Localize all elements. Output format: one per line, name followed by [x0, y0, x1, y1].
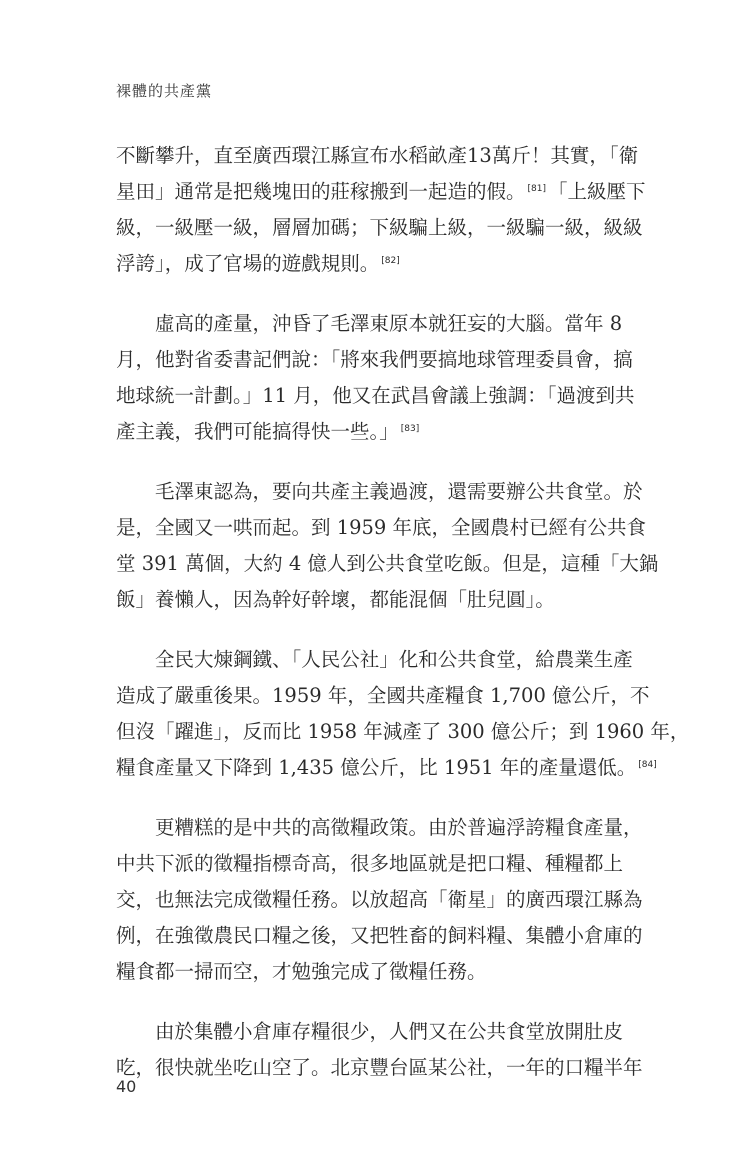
text-line	[116, 678, 650, 714]
paragraph	[116, 1014, 643, 1086]
text-run: 由於集體小倉庫存糧很少，人們又在公共食堂放開肚皮	[155, 1020, 624, 1043]
paragraph-gap	[116, 282, 636, 306]
text-line	[116, 582, 636, 618]
text-run: 毛澤東認為，要向共產主義過渡，還需要辦公共食堂。於	[155, 480, 643, 503]
paragraph	[116, 810, 643, 990]
text-line	[116, 1014, 636, 1050]
text-run: 堂 391 萬個，大約 4 億人到公共食堂吃飯。但是，這種「大鍋	[116, 552, 659, 575]
text-run: 中共下派的徵糧指標奇高，很多地區就是把口糧、種糧都上	[116, 852, 624, 875]
text-line	[116, 750, 657, 786]
text-run: 星田」通常是把幾塊田的莊稼搬到一起造的假。	[116, 180, 526, 203]
paragraph	[116, 642, 690, 786]
footnote-ref: [84]	[638, 759, 657, 770]
paragraph	[116, 306, 636, 450]
text-line	[116, 174, 646, 210]
paragraph-gap	[116, 450, 636, 474]
text-run: 浮誇」，成了官場的遊戲規則。	[116, 252, 380, 275]
text-line	[116, 138, 639, 174]
text-run: 全民大煉鋼鐵、「人民公社」化和公共食堂，給農業生產	[155, 648, 633, 671]
text-run: 月，他對省委書記們說：「將來我們要搞地球管理委員會，搞	[116, 348, 633, 371]
footnote-ref: [81]	[527, 183, 546, 194]
text-line	[116, 918, 643, 954]
text-line	[116, 378, 636, 414]
text-line	[116, 546, 659, 582]
text-line	[116, 846, 636, 882]
paragraph	[116, 138, 646, 282]
text-run: 是，全國又一哄而起。到 1959 年底，全國農村已經有公共食	[116, 516, 647, 539]
text-line	[116, 342, 636, 378]
text-run: 不斷攀升，直至廣西環江縣宣布水稻畝產13萬斤！其實，「衛	[116, 144, 639, 167]
text-run: 「上級壓下	[548, 180, 646, 203]
footnote-ref: [83]	[400, 423, 420, 434]
text-run: 級，一級壓一級，層層加碼；下級騙上級，一級騙一級，級級	[116, 216, 643, 239]
text-run: 例，在強徵農民口糧之後，又把牲畜的飼料糧、集體小倉庫的	[116, 924, 643, 947]
text-line	[116, 954, 636, 990]
running-header: 裸體的共產黨	[116, 82, 213, 100]
body-text	[116, 138, 690, 1086]
text-run: 飯」養懶人，因為幹好幹壞，都能混個「肚兒圓」。	[116, 588, 555, 611]
text-run: 吃，很快就坐吃山空了。北京豐台區某公社，一年的口糧半年	[116, 1056, 643, 1079]
paragraph-gap	[116, 786, 636, 810]
text-line	[116, 414, 636, 450]
text-line	[116, 810, 643, 846]
text-run: 造成了嚴重後果。1959 年，全國共產糧食 1,700 億公斤，不	[116, 684, 650, 707]
text-line	[116, 306, 636, 342]
text-line	[116, 510, 647, 546]
text-line	[116, 474, 643, 510]
paragraph	[116, 474, 659, 618]
footnote-ref: [82]	[381, 255, 400, 266]
text-run: 但沒「躍進」，反而比 1958 年減產了 300 億公斤；到 1960 年，	[116, 720, 690, 743]
text-line	[116, 714, 690, 750]
text-run: 更糟糕的是中共的高徵糧政策。由於普遍浮誇糧食產量，	[155, 816, 643, 839]
text-line	[116, 246, 636, 282]
text-run: 糧食產量又下降到 1,435 億公斤，比 1951 年的產量還低。	[116, 756, 637, 779]
text-run: 地球統一計劃。」11 月，他又在武昌會議上強調：「過渡到共	[116, 384, 635, 407]
text-line	[116, 210, 643, 246]
text-line	[116, 642, 636, 678]
paragraph-gap	[116, 990, 636, 1014]
text-run: 虛高的產量，沖昏了毛澤東原本就狂妄的大腦。當年 8	[155, 312, 623, 335]
paragraph-gap	[116, 618, 636, 642]
page-number: 40	[116, 1077, 137, 1096]
text-run: 交，也無法完成徵糧任務。以放超高「衛星」的廣西環江縣為	[116, 888, 643, 911]
text-run: 產主義，我們可能搞得快一些。」	[116, 420, 399, 443]
text-line	[116, 1050, 643, 1086]
text-line	[116, 882, 643, 918]
text-run: 糧食都一掃而空，才勉強完成了徵糧任務。	[116, 960, 487, 983]
